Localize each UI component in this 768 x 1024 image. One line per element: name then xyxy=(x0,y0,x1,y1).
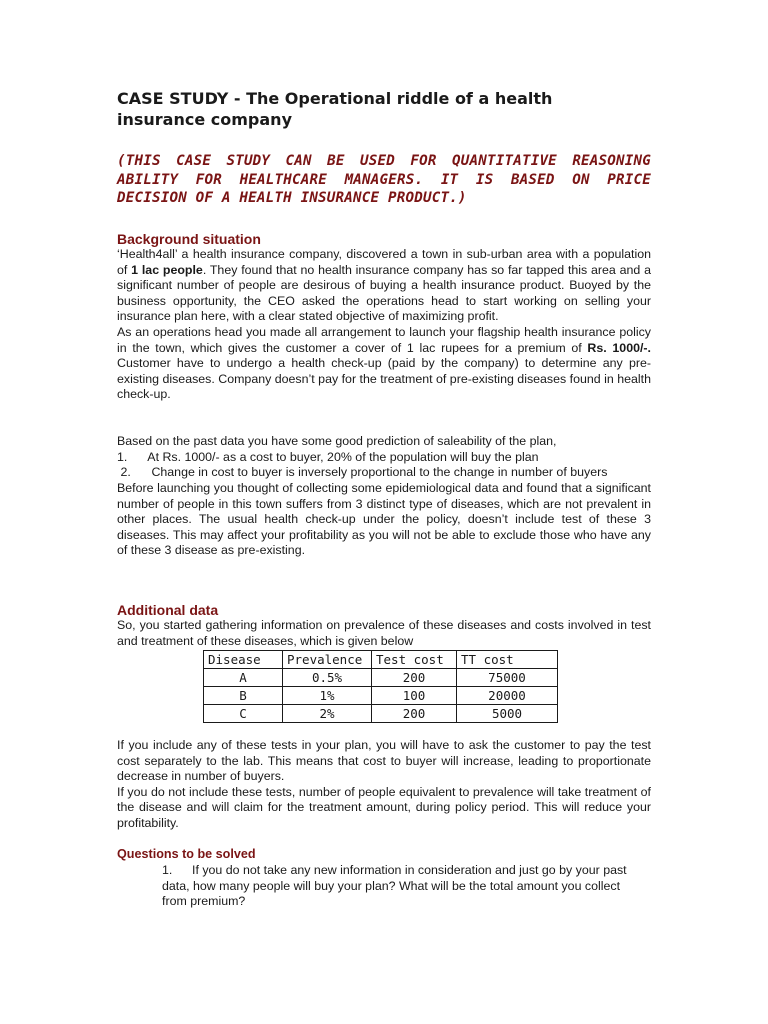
table-row xyxy=(204,687,558,705)
spacer xyxy=(117,419,651,435)
case-study-subtitle: (THIS CASE STUDY CAN BE USED FOR QUANTITATIVE REASONING ABILITY FOR HEALTHCARE MANAGERS. IT IS BASED ON PRICE DECISION OF A HEALTH INSURANCE PRODUCT.) xyxy=(117,153,651,206)
disease-table xyxy=(203,650,558,723)
table-header-row xyxy=(204,651,558,669)
additional-data-intro: So, you started gathering information on prevalence of these diseases and costs involved in test and treatment of these diseases, which is given below xyxy=(117,618,651,648)
table-header: TT cost xyxy=(457,651,558,669)
table-cell: 2% xyxy=(283,705,372,723)
table-cell: 1% xyxy=(283,687,372,705)
table-row xyxy=(204,669,558,687)
background-paragraph-2: As an operations head you made all arrangement to launch your flagship health insurance policy in the town, which gives the customer a cover of 1 lac rupees for a premium of Rs. 1000/-. Customer have to undergo a health check-up (paid by the company) to determine any pre-existing diseases. Company doesn’t pay for the treatment of pre-existing diseases found in health check-up. xyxy=(117,324,651,402)
background-heading: Background situation xyxy=(117,231,261,247)
spacer xyxy=(117,403,651,419)
table-cell: 100 xyxy=(372,687,457,705)
table-header: Prevalence xyxy=(283,651,372,669)
table-cell: B xyxy=(204,687,283,705)
table-cell: 200 xyxy=(372,669,457,687)
background-paragraph-4: Before launching you thought of collecting some epidemiological data and found that a significant number of people in this town suffers from 3 distinct type of diseases, which are not prevalent in other places. The usual health check-up under the policy, doesn’t include test of these 3 diseases. This may affect your profitability as you will not be able to exclude those who have any of these 3 disease as pre-existing. xyxy=(117,480,651,558)
background-paragraph-3: Based on the past data you have some good prediction of saleability of the plan, xyxy=(117,434,557,449)
table-cell: 5000 xyxy=(457,705,558,723)
question-text: If you do not take any new information in consideration and just go by your past data, how many people will buy your plan? What will be the total amount you collect from premium? xyxy=(162,863,627,909)
questions-heading: Questions to be solved xyxy=(117,847,256,861)
question-item-1 xyxy=(162,863,632,910)
table-header: Test cost xyxy=(372,651,457,669)
table-header: Disease xyxy=(204,651,283,669)
case-study-title: CASE STUDY - The Operational riddle of a health insurance company xyxy=(117,89,553,129)
table-cell: 20000 xyxy=(457,687,558,705)
table-cell: 75000 xyxy=(457,669,558,687)
table-cell: A xyxy=(204,669,283,687)
additional-data-body xyxy=(117,738,651,832)
background-body xyxy=(117,247,651,559)
background-paragraph-1: ‘Health4all’ a health insurance company, discovered a town in sub-urban area with a population of 1 lac people. They found that no health insurance company has so far tapped this area and a significant number of people are desirous of buying a health insurance product. Buoyed by the business opportunity, the CEO asked the operations head to start working on selling your insurance plan here, with a clear stated objective of maximizing profit. xyxy=(117,247,652,324)
table-cell: 200 xyxy=(372,705,457,723)
prediction-list-item-1: 1. At Rs. 1000/- as a cost to buyer, 20% of the population will buy the plan xyxy=(117,449,539,464)
additional-paragraph-2: If you do not include these tests, number of people equivalent to prevalence will take treatment of the disease and will claim for the treatment amount, during policy period. This will reduce your profitability. xyxy=(117,784,651,830)
additional-data-heading: Additional data xyxy=(117,602,219,618)
additional-paragraph-1: If you include any of these tests in your plan, you will have to ask the customer to pay the test cost separately to the lab. This means that cost to buyer will increase, leading to proportionate decrease in number of buyers. xyxy=(117,738,651,784)
question-number: 1. xyxy=(162,863,173,877)
table-row xyxy=(204,705,558,723)
table-cell: C xyxy=(204,705,283,723)
table-cell: 0.5% xyxy=(283,669,372,687)
prediction-list-item-2: 2. Change in cost to buyer is inversely proportional to the change in number of buyers xyxy=(117,465,608,480)
